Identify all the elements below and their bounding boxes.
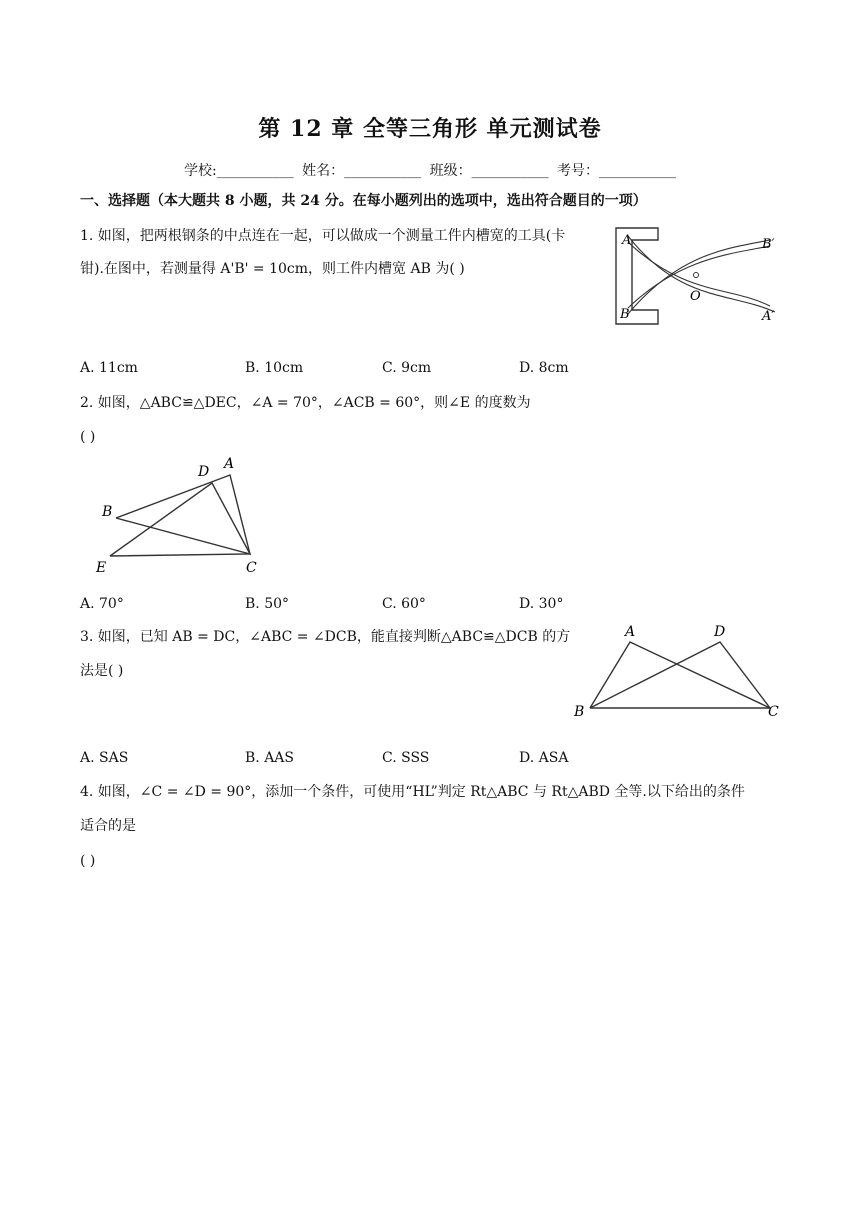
q1-stem-line2: 钳).在图中，若测量得 A'B' = 10cm，则工件内槽宽 AB 为( ): [80, 261, 465, 277]
q2-label-e: E: [96, 560, 107, 576]
q2-option-b: B. 50°: [245, 596, 290, 612]
q1-option-c: C. 9cm: [382, 360, 432, 376]
q3-stem-line1: 3. 如图，已知 AB = DC，∠ABC = ∠DCB，能直接判断△ABC≌△DCB 的方: [80, 629, 571, 645]
q4-stem-line2: 适合的是: [80, 818, 136, 834]
q2-label-b: B: [102, 504, 113, 520]
q3-triangles-figure: [570, 622, 785, 722]
q2-triangles-figure: [90, 450, 270, 580]
q1-caliper-figure: [610, 222, 790, 332]
q2-label-c: C: [246, 560, 257, 576]
q3-stem-line2: 法是( ): [80, 663, 124, 679]
q4-stem-line3: ( ): [80, 853, 96, 869]
q1-label-b-prime: B′: [762, 237, 775, 252]
q1-option-d: D. 8cm: [519, 360, 569, 376]
q1-label-o: O: [690, 289, 701, 304]
class-field: 班级：___________: [429, 163, 549, 179]
q3-label-b: B: [574, 704, 585, 720]
name-field: 姓名：___________: [302, 163, 422, 179]
q3-option-a: A. SAS: [80, 750, 129, 766]
q1-label-a-prime: A′: [762, 309, 775, 324]
q1-label-b: B: [620, 307, 630, 322]
school-field: 学校:___________: [183, 163, 294, 179]
q3-option-b: B. AAS: [245, 750, 294, 766]
student-info-line: [0, 160, 860, 180]
q2-label-a: A: [224, 456, 235, 472]
q2-label-d: D: [198, 464, 210, 480]
q1-option-a: A. 11cm: [80, 360, 138, 376]
q2-option-d: D. 30°: [519, 596, 564, 612]
section-heading: 一、选择题（本大题共 8 小题，共 24 分。在每小题列出的选项中，选出符合题目的一项）: [80, 193, 647, 209]
q1-label-a: A: [622, 233, 632, 248]
q1-stem-line1: 1. 如图，把两根钢条的中点连在一起，可以做成一个测量工件内槽宽的工具(卡: [80, 228, 566, 244]
q2-option-a: A. 70°: [80, 596, 124, 612]
q1-option-b: B. 10cm: [245, 360, 304, 376]
q3-option-d: D. ASA: [519, 750, 569, 766]
q3-option-c: C. SSS: [382, 750, 430, 766]
q4-stem-line1: 4. 如图，∠C = ∠D = 90°，添加一个条件，可使用“HL”判定 Rt△ABC 与 Rt△ABD 全等.以下给出的条件: [80, 784, 745, 800]
q3-label-a: A: [625, 624, 636, 640]
page-title: 第 12 章 全等三角形 单元测试卷: [258, 116, 602, 142]
q3-label-d: D: [714, 624, 726, 640]
q2-stem-line2: ( ): [80, 429, 96, 445]
q3-label-c: C: [768, 704, 779, 720]
exam-number-field: 考号：___________: [557, 163, 677, 179]
q2-stem-line1: 2. 如图，△ABC≌△DEC，∠A = 70°，∠ACB = 60°，则∠E 的度数为: [80, 395, 531, 411]
q2-option-c: C. 60°: [382, 596, 426, 612]
